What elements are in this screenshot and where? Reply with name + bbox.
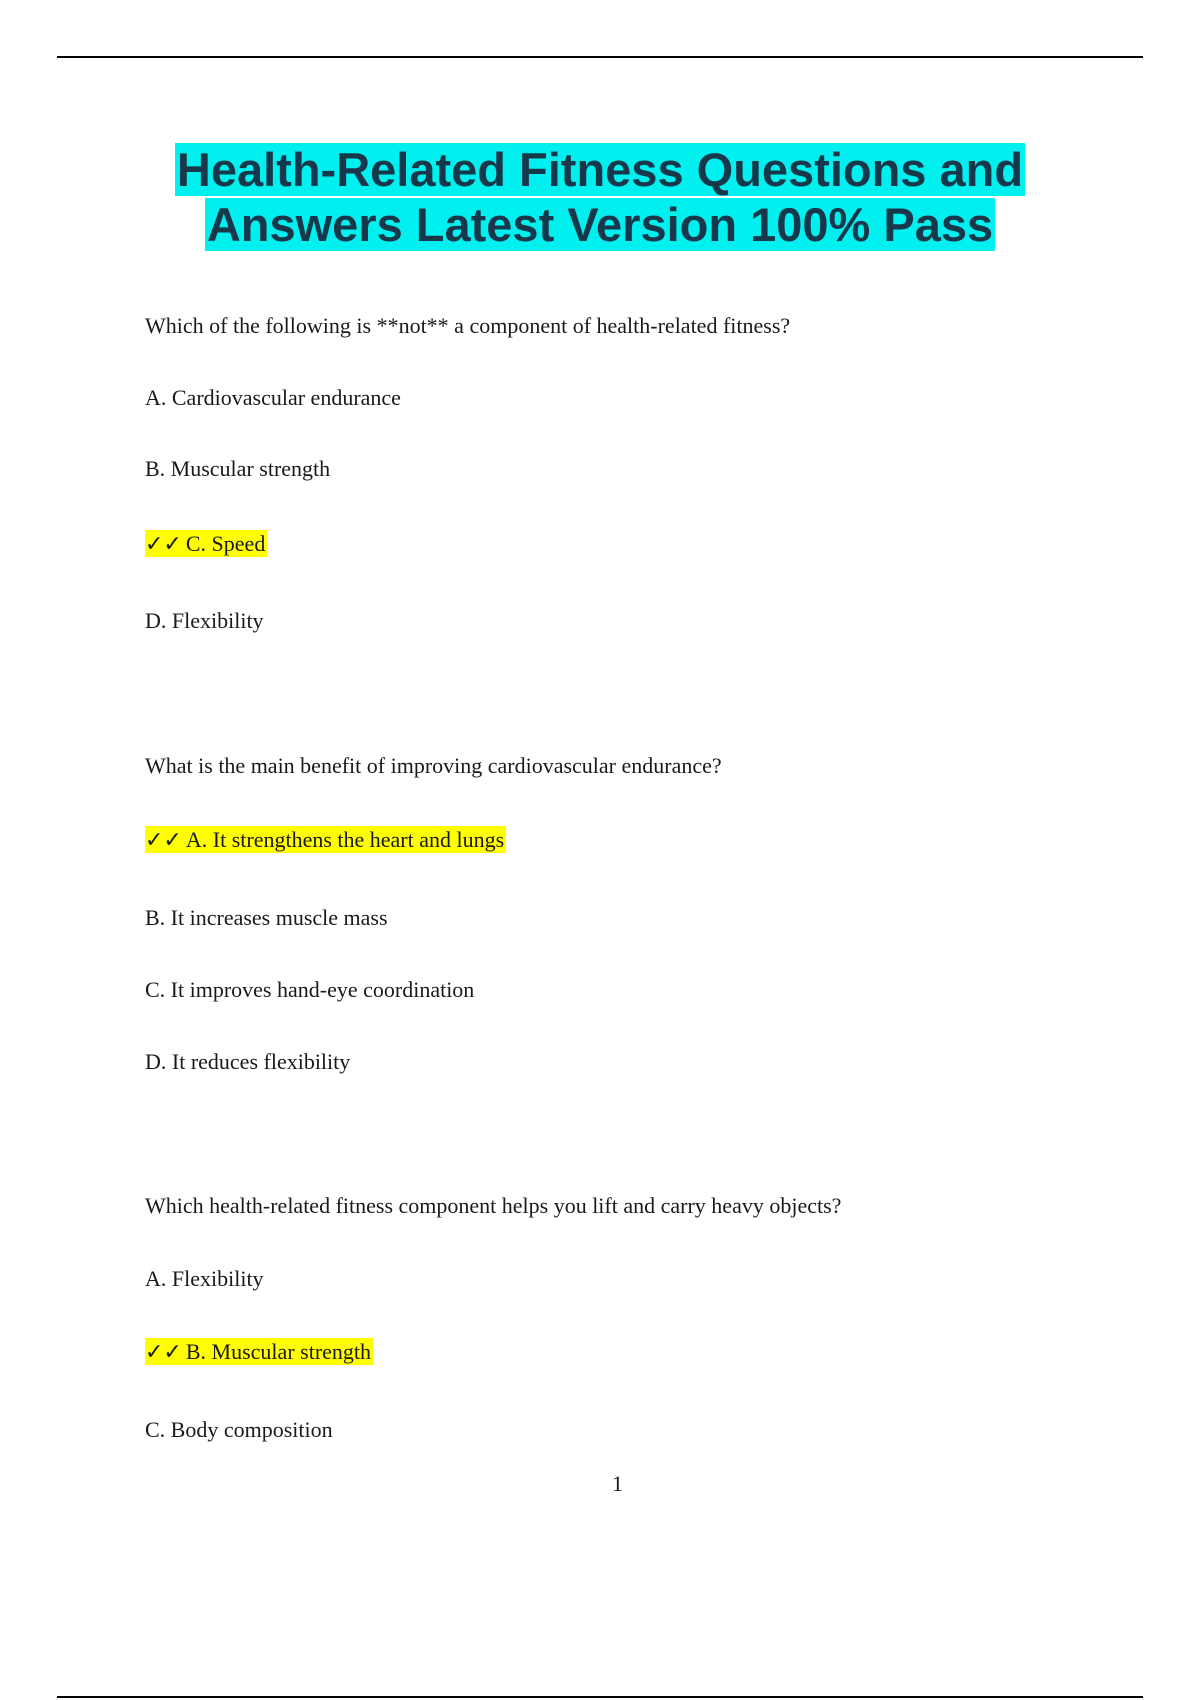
answer-highlight: [145, 530, 267, 557]
title-line-2: Answers Latest Version 100% Pass: [206, 198, 994, 251]
q2-correct-answer: A. It strengthens the heart and lungs: [185, 827, 505, 852]
q1-option-b: B. Muscular strength: [145, 456, 331, 481]
q1-correct-answer: C. Speed: [185, 531, 266, 556]
q2-option-b: B. It increases muscle mass: [145, 905, 388, 930]
footer-rule: [57, 1696, 1143, 1698]
double-check-icon: ✓✓: [145, 828, 182, 853]
question-1-text: Which of the following is **not** a component of health-related fitness?: [145, 313, 791, 338]
double-check-icon: ✓✓: [145, 532, 182, 557]
answer-highlight: [145, 1338, 373, 1365]
q3-option-b-correct: [145, 1338, 373, 1367]
q1-option-c-correct: [145, 530, 267, 559]
q2-option-a-correct: [145, 826, 506, 855]
q2-option-c: C. It improves hand-eye coordination: [145, 977, 475, 1002]
q3-option-c: C. Body composition: [145, 1417, 333, 1442]
answer-highlight: [145, 826, 506, 853]
q1-option-a: A. Cardiovascular endurance: [145, 385, 401, 410]
q1-option-d: D. Flexibility: [145, 608, 264, 633]
q3-correct-answer: B. Muscular strength: [185, 1339, 372, 1364]
document-title: [0, 142, 1200, 252]
double-check-icon: ✓✓: [145, 1340, 182, 1365]
q2-option-d: D. It reduces flexibility: [145, 1049, 351, 1074]
page-number: 1: [612, 1471, 623, 1496]
header-rule: [57, 56, 1143, 58]
title-line-1: Health-Related Fitness Questions and: [176, 143, 1024, 196]
question-3-text: Which health-related fitness component helps you lift and carry heavy objects?: [145, 1193, 842, 1218]
q3-option-a: A. Flexibility: [145, 1266, 264, 1291]
question-2-text: What is the main benefit of improving cardiovascular endurance?: [145, 753, 722, 778]
